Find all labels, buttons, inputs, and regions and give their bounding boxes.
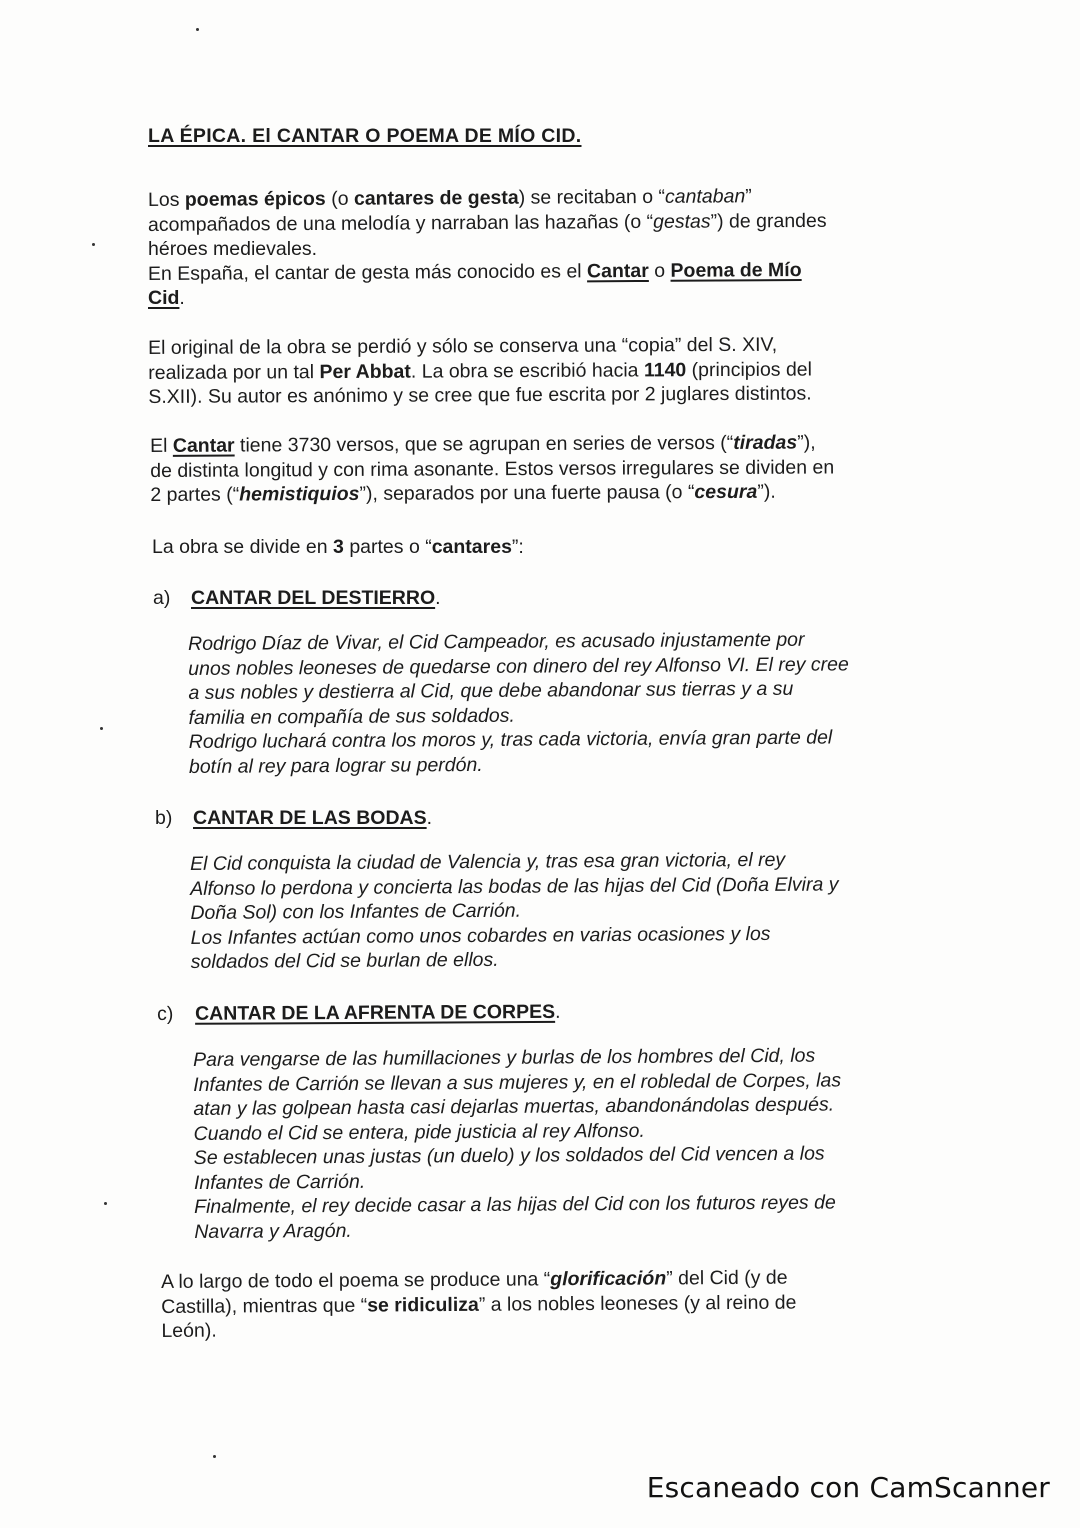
text-line: Infantes de Carrión se llevan a sus mujeres y, en el robledal de Corpes, las	[193, 1068, 842, 1096]
text-line: 2 partes (“hemistiquios”), separados por una fuerte pausa (o “cesura”).	[150, 480, 776, 506]
text-line: Alfonso lo perdona y concierta las bodas de las hijas del Cid (Doña Elvira y	[190, 872, 839, 900]
text-line: botín al rey para lograr su perdón.	[188, 753, 483, 778]
camscanner-watermark: Escaneado con CamScanner	[646, 1471, 1050, 1504]
section-heading-afrenta	[157, 1000, 561, 1027]
text-line: Rodrigo luchará contra los moros y, tras cada victoria, envía gran parte del	[188, 726, 833, 753]
text-line: unos nobles leoneses de quedarse con dinero del rey Alfonso VI. El rey cree	[188, 652, 849, 680]
text-line: El Cid conquista la ciudad de Valencia y, tras esa gran victoria, el rey	[190, 848, 786, 875]
section-heading-bodas	[155, 806, 432, 831]
section-body-afrenta	[193, 1043, 842, 1244]
text-line: de distinta longitud y con rima asonante. Estos versos irregulares se dividen en	[150, 455, 835, 482]
section-title: CANTAR DE LA AFRENTA DE CORPES	[195, 1000, 556, 1025]
division-paragraph	[152, 535, 524, 560]
text-line: Cid.	[148, 287, 185, 309]
text-line: S.XII). Su autor es anónimo y se cree que fue escrita por 2 juglares distintos.	[148, 382, 812, 408]
scan-speck	[100, 727, 103, 730]
text-line: Infantes de Carrión.	[193, 1170, 366, 1194]
text-line: héroes medievales.	[148, 238, 318, 260]
scan-speck	[196, 28, 199, 31]
origin-paragraph	[148, 333, 812, 410]
text-line: familia en compañía de sus soldados.	[188, 704, 515, 729]
intro-paragraph	[147, 185, 827, 311]
text-line: a sus nobles y destierra al Cid, que debe abandonar sus tierras y a su	[188, 677, 794, 704]
scan-speck	[213, 1455, 216, 1458]
section-body-destierro	[188, 627, 850, 779]
text-line: Rodrigo Díaz de Vivar, el Cid Campeador, es acusado injustamente por	[188, 628, 805, 655]
text-line: Los Infantes actúan como unos cobardes en varias ocasiones y los	[190, 922, 771, 949]
conclusion-paragraph	[161, 1266, 797, 1344]
section-title-period: .	[435, 587, 441, 609]
text-line: Para vengarse de las humillaciones y burlas de los hombres del Cid, los	[193, 1044, 816, 1071]
text-line: Cuando el Cid se entera, pide justicia al rey Alfonso.	[193, 1119, 645, 1145]
text-line: A lo largo de todo el poema se produce una “glorificación” del Cid (y de	[161, 1266, 788, 1293]
section-body-bodas	[190, 847, 839, 974]
text-line: El Cantar tiene 3730 versos, que se agrupan en series de versos (“tiradas”),	[150, 431, 816, 457]
text-line: atan y las golpean hasta casi dejarlas muertas, abandonándolas después.	[193, 1093, 835, 1120]
section-letter: b)	[155, 807, 173, 829]
text-line: Doña Sol) con los Infantes de Carrión.	[190, 899, 522, 924]
text-line: realizada por un tal Per Abbat. La obra se escribió hacia 1140 (principios del	[148, 358, 813, 384]
section-heading-destierro	[153, 586, 441, 611]
scan-speck	[104, 1202, 107, 1205]
text-line: La obra se divide en 3 partes o “cantares”:	[152, 536, 524, 558]
text-line: Los poemas épicos (o cantares de gesta) se recitaban o “cantaban”	[147, 185, 752, 211]
text-line: León).	[161, 1319, 217, 1342]
text-line: El original de la obra se perdió y sólo se conserva una “copia” del S. XIV,	[148, 333, 778, 359]
section-letter: c)	[157, 1002, 174, 1025]
text-line: Navarra y Aragón.	[194, 1219, 352, 1243]
section-title: CANTAR DEL DESTIERRO	[191, 587, 436, 609]
scan-speck	[92, 243, 95, 246]
section-title-period: .	[555, 1000, 561, 1023]
text-line: acompañados de una melodía y narraban las hazañas (o “gestas”) de grandes	[147, 209, 827, 236]
section-title: CANTAR DE LAS BODAS	[193, 807, 427, 829]
text-line: Se establecen unas justas (un duelo) y los soldados del Cid vencen a los	[193, 1142, 825, 1169]
text-line: Finalmente, el rey decide casar a las hijas del Cid con los futuros reyes de	[194, 1191, 836, 1218]
verses-paragraph	[150, 430, 834, 507]
text-line: soldados del Cid se burlan de ellos.	[190, 948, 499, 973]
page-title: LA ÉPICA. El CANTAR O POEMA DE MÍO CID.	[148, 125, 582, 147]
text-line: En España, el cantar de gesta más conocido es el Cantar o Poema de Mío	[147, 258, 802, 285]
section-title-period: .	[426, 807, 433, 829]
section-letter: a)	[153, 587, 171, 609]
text-line: Castilla), mientras que “se ridiculiza” a los nobles leoneses (y al reino de	[161, 1291, 797, 1318]
